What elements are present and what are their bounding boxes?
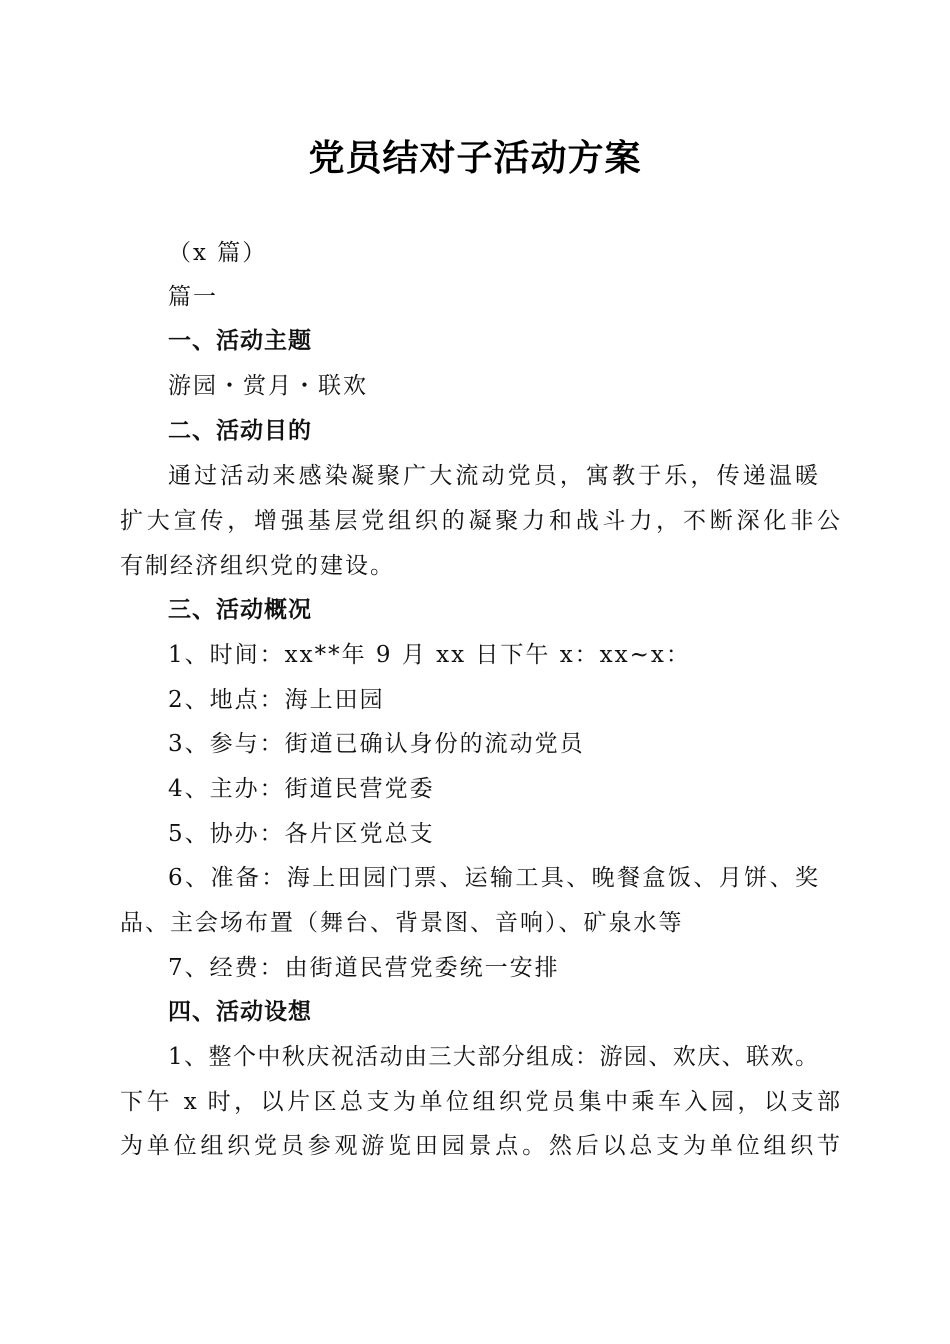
paragraph-line: 扩大宣传，增强基层党组织的凝聚力和战斗力，不断深化非公 [120, 508, 840, 534]
paragraph-line: 通过活动来感染凝聚广大流动党员，寓教于乐，传递温暖 [168, 463, 818, 489]
section-heading-overview: 三、活动概况 [168, 597, 312, 623]
list-item: 4、主办：街道民营党委 [168, 776, 435, 802]
section-text-theme: 游园・赏月・联欢 [168, 373, 368, 399]
list-item: 5、协办：各片区党总支 [168, 821, 435, 847]
part-label: 篇一 [168, 284, 218, 310]
list-item: 1、时间：xx**年 9 月 xx 日下午 x：xx~x： [168, 642, 691, 668]
count-note: （x 篇） [168, 240, 268, 266]
paragraph-line: 为单位组织党员参观游览田园景点。然后以总支为单位组织节 [120, 1133, 840, 1159]
paragraph-line: 下午 x 时，以片区总支为单位组织党员集中乘车入园，以支部 [120, 1089, 840, 1115]
list-item: 6、准备：海上田园门票、运输工具、晚餐盒饭、月饼、奖 [168, 865, 818, 891]
document-title: 党员结对子活动方案 [308, 137, 642, 179]
section-heading-theme: 一、活动主题 [168, 328, 312, 354]
list-item: 2、地点：海上田园 [168, 687, 385, 713]
list-item: 7、经费：由街道民营党委统一安排 [168, 955, 560, 981]
section-heading-plan: 四、活动设想 [168, 999, 312, 1025]
paragraph-line: 1、整个中秋庆祝活动由三大部分组成：游园、欢庆、联欢。 [168, 1044, 818, 1070]
paragraph-line: 有制经济组织党的建设。 [120, 553, 395, 579]
section-heading-purpose: 二、活动目的 [168, 418, 312, 444]
list-item: 3、参与：街道已确认身份的流动党员 [168, 731, 585, 757]
list-item-continuation: 品、主会场布置（舞台、背景图、音响）、矿泉水等 [120, 910, 684, 936]
